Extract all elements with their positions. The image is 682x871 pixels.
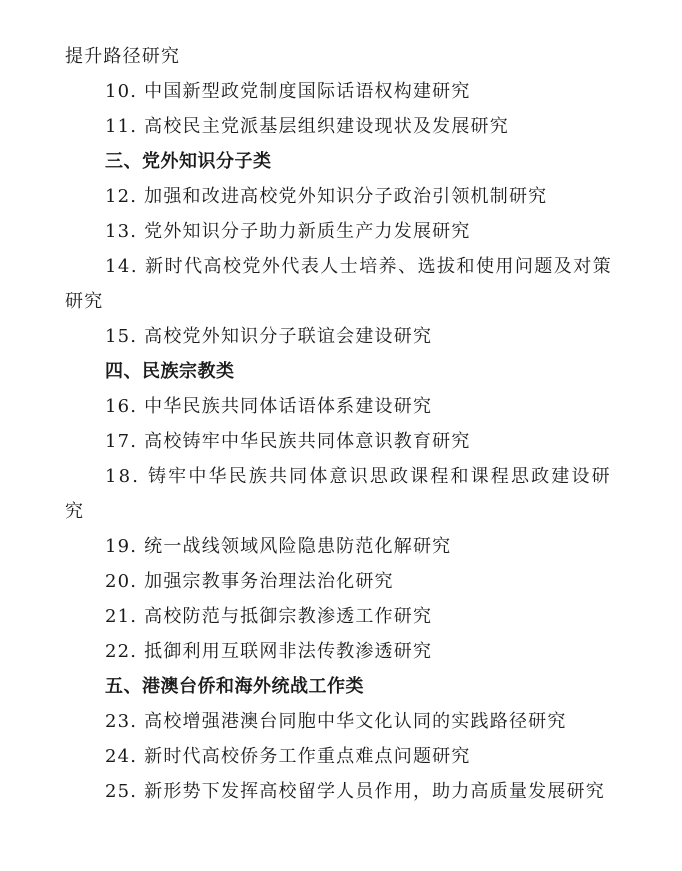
section-heading-4: 四、民族宗教类 <box>105 361 235 382</box>
list-item-13: 13. 党外知识分子助力新质生产力发展研究 <box>105 221 471 242</box>
list-item-20: 20. 加强宗教事务治理法治化研究 <box>105 571 394 592</box>
text-line-continuation: 提升路径研究 <box>65 46 181 67</box>
list-item-16: 16. 中华民族共同体话语体系建设研究 <box>105 396 433 417</box>
list-item-10: 10. 中国新型政党制度国际话语权构建研究 <box>105 81 471 102</box>
list-item-12: 12. 加强和改进高校党外知识分子政治引领机制研究 <box>105 186 548 207</box>
list-item-23: 23. 高校增强港澳台同胞中华文化认同的实践路径研究 <box>105 711 567 732</box>
text-line-continuation: 究 <box>65 501 85 522</box>
section-heading-5: 五、港澳台侨和海外统战工作类 <box>105 676 364 697</box>
list-item-22: 22. 抵御利用互联网非法传教渗透研究 <box>105 641 433 662</box>
list-item-11: 11. 高校民主党派基层组织建设现状及发展研究 <box>105 116 509 137</box>
list-item-18: 18. 铸牢中华民族共同体意识思政课程和课程思政建设研 <box>105 466 612 487</box>
section-heading-3: 三、党外知识分子类 <box>105 151 272 172</box>
list-item-14: 14. 新时代高校党外代表人士培养、选拔和使用问题及对策 <box>105 256 613 277</box>
list-item-25: 25. 新形势下发挥高校留学人员作用，助力高质量发展研究 <box>105 781 605 802</box>
list-item-15: 15. 高校党外知识分子联谊会建设研究 <box>105 326 433 347</box>
list-item-17: 17. 高校铸牢中华民族共同体意识教育研究 <box>105 431 471 452</box>
list-item-24: 24. 新时代高校侨务工作重点难点问题研究 <box>105 746 471 767</box>
list-item-19: 19. 统一战线领域风险隐患防范化解研究 <box>105 536 452 557</box>
list-item-21: 21. 高校防范与抵御宗教渗透工作研究 <box>105 606 433 627</box>
text-line-continuation: 研究 <box>65 291 104 312</box>
